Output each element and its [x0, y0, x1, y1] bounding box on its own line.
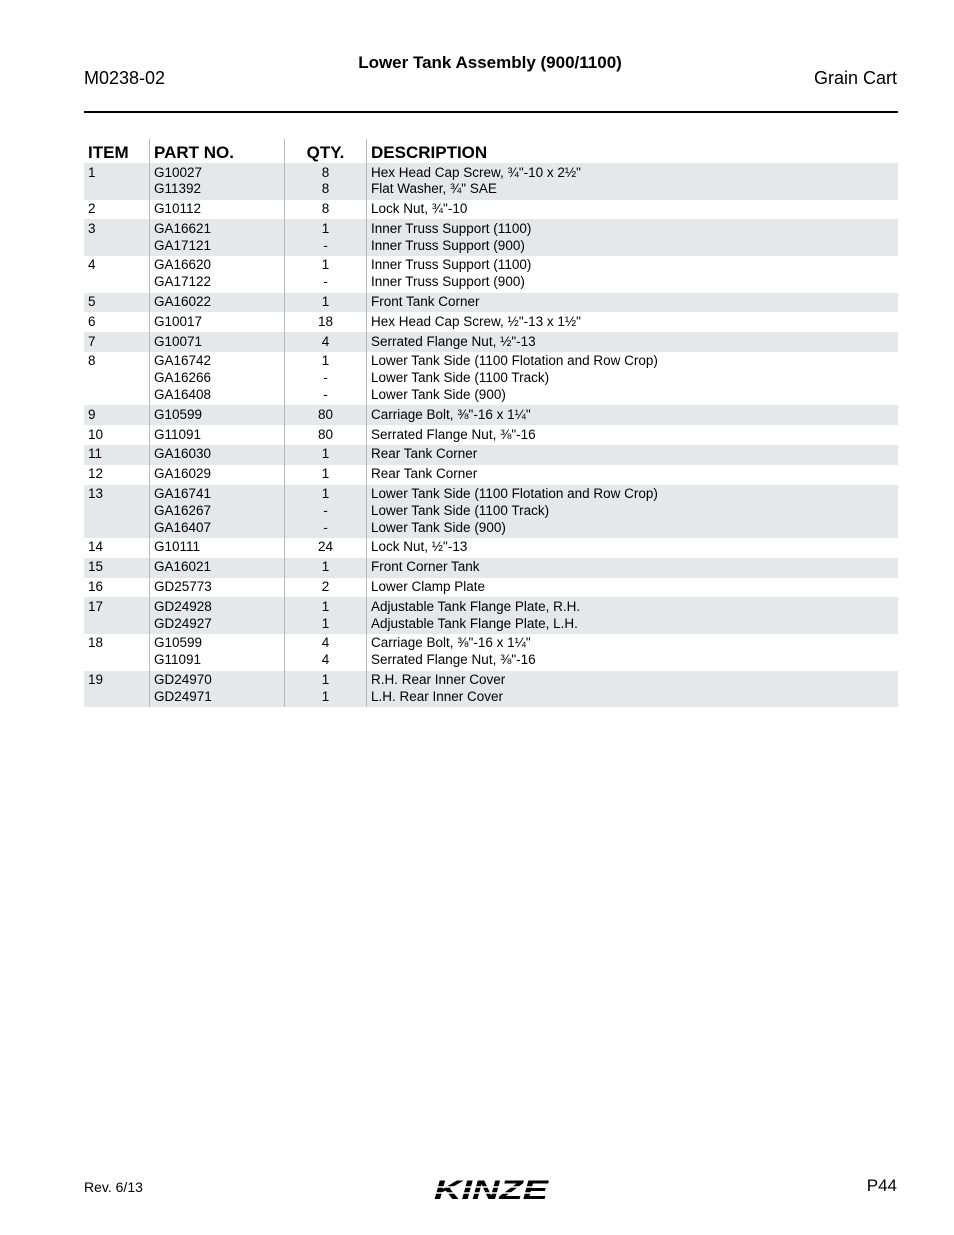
description-cell — [367, 256, 899, 293]
quantity: - — [323, 237, 328, 253]
quantity: 8 — [321, 164, 330, 180]
part-number-cell — [150, 332, 285, 352]
table-row — [84, 445, 898, 465]
part-number-cell — [150, 671, 285, 708]
part-number-cell — [150, 425, 285, 445]
quantity: 1 — [321, 446, 330, 462]
description: Lower Tank Side (1100 Flotation and Row Crop) — [371, 353, 658, 369]
parts-table-body — [84, 163, 898, 707]
item-number: 5 — [84, 293, 150, 313]
column-header-qty: QTY. — [285, 139, 367, 163]
part-number-cell — [150, 312, 285, 332]
description-cell — [367, 485, 899, 538]
description: Front Corner Tank — [371, 559, 480, 575]
part-number: GD24927 — [154, 615, 212, 631]
table-row — [84, 538, 898, 558]
description: Rear Tank Corner — [371, 466, 478, 482]
part-number-cell — [150, 485, 285, 538]
item-number: 18 — [88, 635, 104, 651]
description-cell — [367, 597, 899, 634]
part-number: G10017 — [154, 313, 203, 329]
item-number: 6 — [88, 313, 96, 329]
item-number: 4 — [88, 257, 96, 273]
table-row — [84, 352, 898, 405]
description: Lower Tank Side (900) — [371, 519, 506, 535]
description-cell — [367, 332, 899, 352]
quantity-cell — [285, 332, 367, 352]
description-cell — [367, 405, 899, 425]
description: Front Tank Corner — [371, 294, 480, 310]
item-number: 17 — [84, 597, 150, 634]
part-number-cell — [150, 634, 285, 671]
quantity: 4 — [321, 635, 330, 651]
description: Flat Washer, ¾" SAE — [371, 181, 497, 197]
quantity: 1 — [321, 466, 330, 482]
quantity: 2 — [321, 579, 330, 595]
product-name: Grain Cart — [813, 68, 897, 88]
description: Carriage Bolt, ⅜"-16 x 1¼" — [371, 635, 531, 651]
part-number-cell — [150, 163, 285, 200]
quantity: 1 — [321, 486, 330, 502]
table-row — [84, 558, 898, 578]
quantity-cell — [285, 597, 367, 634]
quantity: 1 — [321, 598, 330, 614]
doc-number: M0238-02 — [84, 68, 166, 88]
part-number-cell — [150, 445, 285, 465]
quantity-cell — [285, 465, 367, 485]
description: Rear Tank Corner — [371, 446, 478, 462]
table-row — [84, 219, 898, 256]
part-number: GA16029 — [154, 466, 212, 482]
part-number: G10071 — [154, 333, 203, 349]
logo-wordmark: KINZE — [434, 1176, 550, 1204]
part-number: G10027 — [154, 164, 203, 180]
table-row — [84, 312, 898, 332]
quantity: 1 — [321, 615, 330, 631]
quantity: 24 — [317, 539, 334, 555]
description-cell — [367, 200, 899, 220]
header-rule — [84, 111, 898, 113]
part-number: GA16030 — [154, 446, 212, 462]
table-row — [84, 597, 898, 634]
quantity: 4 — [321, 652, 330, 668]
part-number: GA16621 — [154, 220, 212, 236]
part-number: GD24928 — [154, 598, 212, 614]
table-header-row — [84, 139, 898, 163]
quantity-cell — [285, 256, 367, 293]
item-number: 12 — [88, 466, 104, 482]
part-number-cell — [150, 578, 285, 598]
description: Lower Clamp Plate — [371, 579, 486, 595]
quantity: 18 — [317, 313, 334, 329]
item-number: 8 — [88, 353, 96, 369]
part-number-cell — [150, 558, 285, 578]
description-cell — [367, 465, 899, 485]
quantity: 1 — [321, 672, 330, 688]
table-row — [84, 465, 898, 485]
quantity: 8 — [321, 181, 330, 197]
table-row — [84, 485, 898, 538]
item-number: 13 — [84, 485, 150, 538]
part-number: G11392 — [154, 181, 202, 197]
quantity-cell — [285, 578, 367, 598]
table-row — [84, 293, 898, 313]
quantity-cell — [285, 485, 367, 538]
part-number: GA16620 — [154, 257, 212, 273]
quantity-cell — [285, 558, 367, 578]
column-header-part-no: PART NO. — [150, 139, 285, 163]
part-number-cell — [150, 465, 285, 485]
item-number: 19 — [84, 671, 150, 708]
kinze-logo — [432, 1176, 550, 1204]
description: Hex Head Cap Screw, ½"-13 x 1½" — [371, 313, 581, 329]
description: Inner Truss Support (1100) — [371, 257, 532, 273]
part-number: GA16741 — [154, 486, 212, 502]
part-number: GA16022 — [154, 294, 212, 310]
table-row — [84, 671, 898, 708]
quantity: - — [323, 370, 328, 386]
table-row — [84, 405, 898, 425]
part-number-cell — [150, 405, 285, 425]
quantity: - — [323, 387, 328, 403]
page-title: Lower Tank Assembly (900/1100) — [358, 53, 622, 72]
description: L.H. Rear Inner Cover — [371, 688, 504, 704]
quantity: 80 — [317, 426, 334, 442]
quantity: 1 — [321, 353, 330, 369]
part-number: GA16408 — [154, 387, 212, 403]
item-number: 16 — [88, 579, 104, 595]
quantity-cell — [285, 293, 367, 313]
description: Lower Tank Side (1100 Flotation and Row Crop) — [371, 486, 658, 502]
description: Inner Truss Support (900) — [371, 274, 525, 290]
part-number: GA16742 — [154, 353, 212, 369]
part-number: GA16267 — [154, 502, 212, 518]
quantity-cell — [285, 405, 367, 425]
revision-label: Rev. 6/13 — [84, 1179, 143, 1195]
description: Lower Tank Side (1100 Track) — [371, 370, 550, 386]
quantity-cell — [285, 445, 367, 465]
item-number: 3 — [84, 219, 150, 256]
column-header-description: DESCRIPTION — [367, 139, 899, 163]
quantity: - — [323, 502, 328, 518]
description-cell — [367, 538, 899, 558]
item-number: 1 — [84, 163, 150, 200]
quantity: 1 — [321, 688, 330, 704]
part-number-cell — [150, 538, 285, 558]
part-number: GD25773 — [154, 579, 212, 595]
description: Lower Tank Side (1100 Track) — [371, 502, 550, 518]
description-cell — [367, 425, 899, 445]
part-number: G10599 — [154, 635, 203, 651]
part-number-cell — [150, 200, 285, 220]
description-cell — [367, 219, 899, 256]
part-number-cell — [150, 352, 285, 405]
table-row — [84, 332, 898, 352]
quantity-cell — [285, 671, 367, 708]
quantity-cell — [285, 352, 367, 405]
description: Serrated Flange Nut, ⅜"-16 — [371, 652, 536, 668]
quantity-cell — [285, 219, 367, 256]
description-cell — [367, 163, 899, 200]
item-number: 9 — [84, 405, 150, 425]
part-number: G10111 — [154, 539, 201, 555]
description: Lower Tank Side (900) — [371, 387, 506, 403]
part-number: GA17121 — [154, 237, 212, 253]
part-number: G10599 — [154, 406, 203, 422]
description-cell — [367, 671, 899, 708]
quantity: 4 — [321, 333, 330, 349]
item-number: 11 — [84, 445, 150, 465]
part-number: GA16021 — [154, 559, 212, 575]
item-number: 7 — [84, 332, 150, 352]
quantity: - — [323, 274, 328, 290]
part-number: GD24970 — [154, 672, 212, 688]
part-number: G10112 — [154, 201, 202, 217]
part-number-cell — [150, 597, 285, 634]
quantity: - — [323, 519, 328, 535]
part-number-cell — [150, 256, 285, 293]
description: Serrated Flange Nut, ½"-13 — [371, 333, 536, 349]
description: R.H. Rear Inner Cover — [371, 672, 506, 688]
table-row — [84, 256, 898, 293]
description: Serrated Flange Nut, ⅜"-16 — [371, 426, 536, 442]
part-number: GA16266 — [154, 370, 212, 386]
page-number: P44 — [866, 1176, 897, 1195]
part-number: G11091 — [154, 652, 202, 668]
description: Adjustable Tank Flange Plate, R.H. — [371, 598, 581, 614]
quantity: 1 — [321, 257, 330, 273]
item-number: 10 — [88, 426, 104, 442]
description: Lock Nut, ¾"-10 — [371, 201, 468, 217]
table-row — [84, 163, 898, 200]
part-number: GA16407 — [154, 519, 212, 535]
quantity: 1 — [321, 559, 330, 575]
description-cell — [367, 558, 899, 578]
item-number: 2 — [88, 201, 96, 217]
quantity: 1 — [321, 220, 330, 236]
description-cell — [367, 578, 899, 598]
part-number: G11091 — [154, 426, 202, 442]
description: Inner Truss Support (1100) — [371, 220, 532, 236]
description: Lock Nut, ½"-13 — [371, 539, 468, 555]
item-number: 15 — [84, 558, 150, 578]
part-number: GD24971 — [154, 688, 212, 704]
description-cell — [367, 352, 899, 405]
quantity-cell — [285, 634, 367, 671]
description: Carriage Bolt, ⅜"-16 x 1¼" — [371, 406, 531, 422]
quantity: 1 — [321, 294, 330, 310]
description-cell — [367, 634, 899, 671]
column-header-item: ITEM — [88, 143, 129, 163]
part-number-cell — [150, 219, 285, 256]
table-row — [84, 634, 898, 671]
description-cell — [367, 445, 899, 465]
table-row — [84, 200, 898, 220]
quantity-cell — [285, 538, 367, 558]
quantity-cell — [285, 200, 367, 220]
part-number-cell — [150, 293, 285, 313]
quantity: 8 — [321, 201, 330, 217]
quantity-cell — [285, 425, 367, 445]
description-cell — [367, 312, 899, 332]
quantity: 80 — [317, 406, 334, 422]
quantity-cell — [285, 312, 367, 332]
item-number: 14 — [88, 539, 104, 555]
table-row — [84, 425, 898, 445]
description-cell — [367, 293, 899, 313]
description: Inner Truss Support (900) — [371, 237, 525, 253]
description: Adjustable Tank Flange Plate, L.H. — [371, 615, 578, 631]
parts-table — [84, 139, 898, 707]
table-row — [84, 578, 898, 598]
part-number: GA17122 — [154, 274, 212, 290]
quantity-cell — [285, 163, 367, 200]
description: Hex Head Cap Screw, ¾"-10 x 2½" — [371, 164, 581, 180]
